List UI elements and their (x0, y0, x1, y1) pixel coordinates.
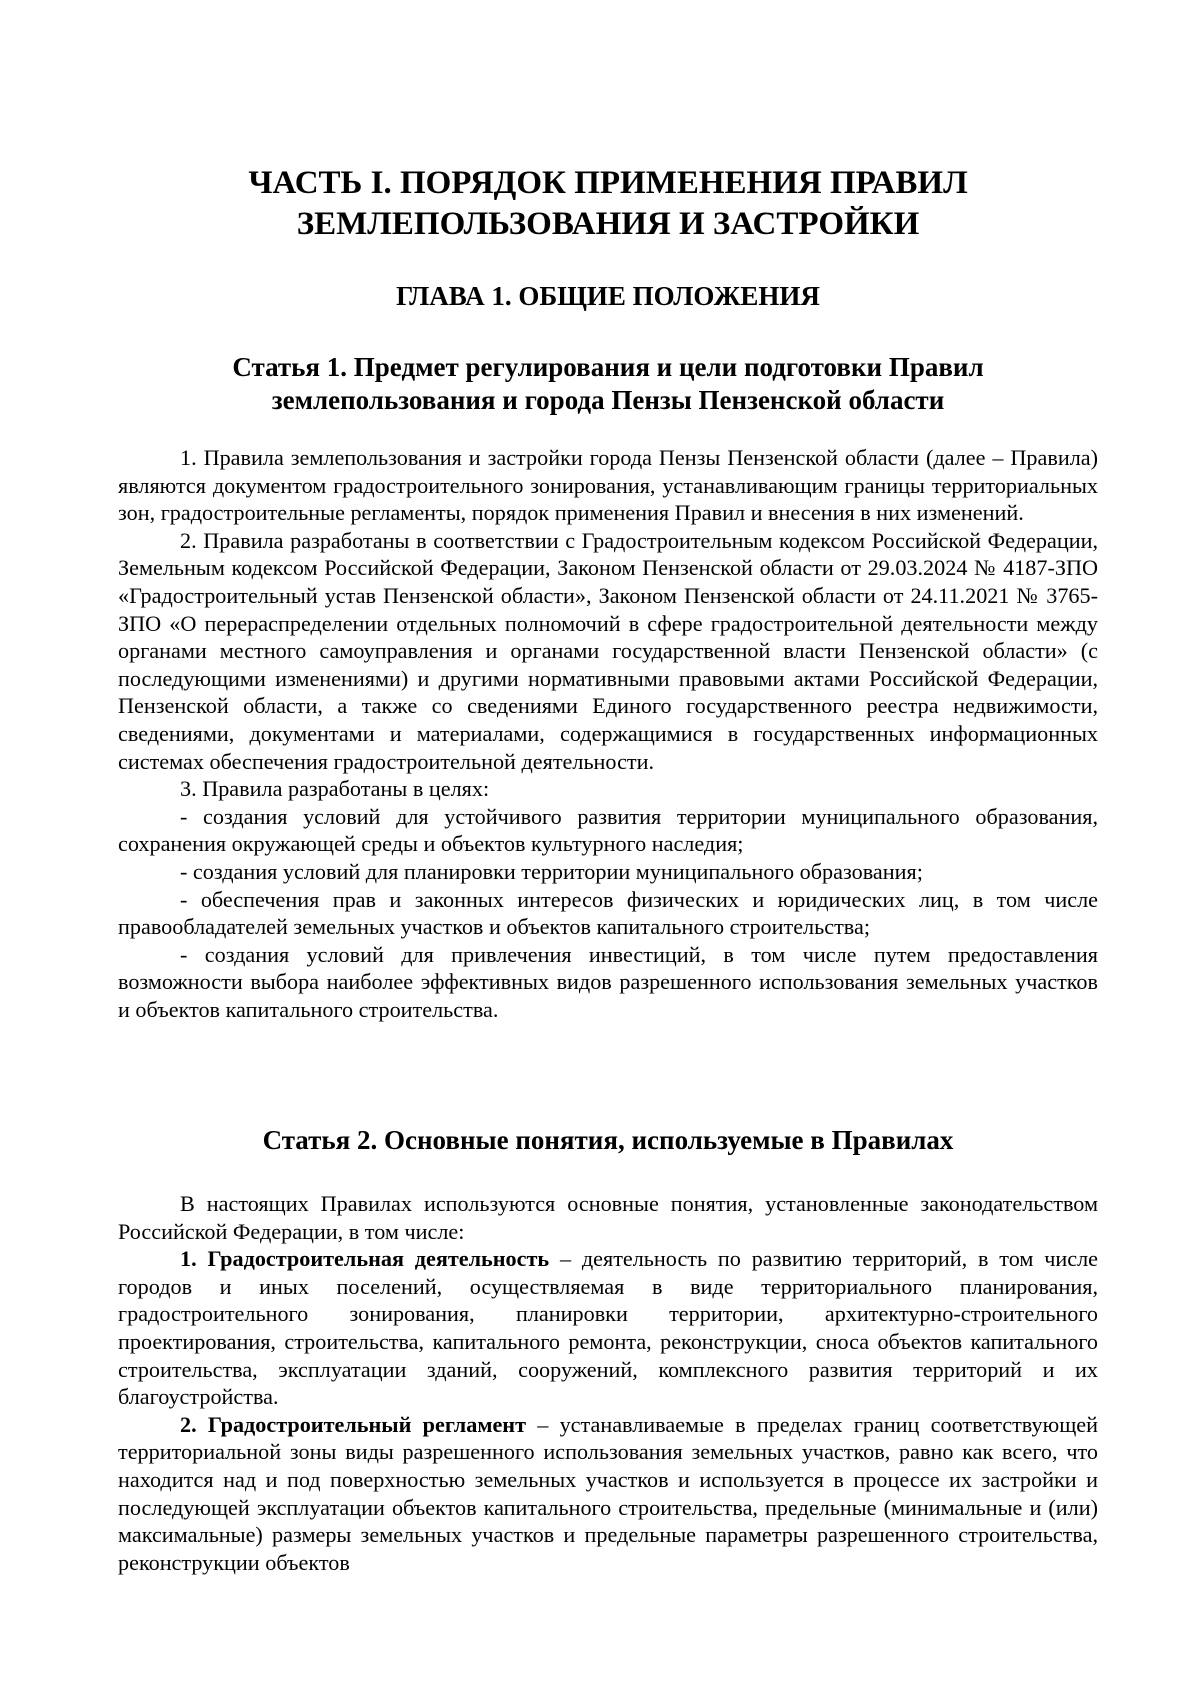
paragraph: 2. Правила разработаны в соответствии с Градостроительным кодексом Российской Федерации, Земельным кодексом Российской Федерации, Законом Пензенской области от 29.03.2024 № 4187-ЗПО «Градостроительный устав Пензенской области», Законом Пензенской области от 24.11.2021 № 3765-ЗПО «О перераспределении отдельных полномочий в сфере градостроительной деятельности между органами местного самоуправления и органами государственной власти Пензенской области» (с последующими изменениями) и другими нормативными правовыми актами Российской Федерации, Пензенской области, а также со сведениями Единого государственного реестра недвижимости, сведениями, документами и материалами, содержащимися в государственных информационных системах обеспечения градостроительной деятельности. (118, 527, 1098, 774)
article-1-body (118, 444, 1098, 1023)
definition-term: 2. Градостроительный регламент (180, 1411, 526, 1437)
paragraph: В настоящих Правилах используются основные понятия, установленные законодательством Российской Федерации, в том числе: (118, 1191, 1098, 1244)
definition-term: 1. Градостроительная деятельность (180, 1246, 550, 1272)
list-item: - создания условий для привлечения инвестиций, в том числе путем предоставления возможности выбора наиболее эффективных видов разрешенного использования земельных участков и объектов капитального строительства. (118, 941, 1098, 1022)
definition (118, 1245, 1098, 1411)
paragraph: 1. Правила землепользования и застройки города Пензы Пензенской области (далее – Правила) являются документом градостроительного зонирования, устанавливающим границы территориальных зон, градостроительные регламенты, порядок применения Правил и внесения в них изменений. (118, 445, 1098, 526)
article-2-title: Статья 2. Основные понятия, используемые в Правилах (262, 1125, 954, 1155)
list-item: - обеспечения прав и законных интересов физических и юридических лиц, в том числе правообладателей земельных участков и объектов капитального строительства; (118, 886, 1098, 940)
definition-text: – устанавливаемые в пределах границ соответствующей территориальной зоны виды разрешенного использования земельных участков, равно как всего, что находится над и под поверхностью земельных участков и используется в процессе их застройки и последующей эксплуатации объектов капитального строительства, предельные (минимальные и (или) максимальные) размеры земельных участков и предельные параметры разрешенного строительства, реконструкции объектов (118, 1411, 1098, 1575)
list-item: - создания условий для устойчивого развития территории муниципального образования, сохранения окружающей среды и объектов культурного наследия; (118, 803, 1098, 857)
list-item: - создания условий для планировки территории муниципального образования; (180, 858, 923, 884)
part-title: ЧАСТЬ I. ПОРЯДОК ПРИМЕНЕНИЯ ПРАВИЛ ЗЕМЛЕПОЛЬЗОВАНИЯ И ЗАСТРОЙКИ (248, 165, 968, 242)
article-1-title: Статья 1. Предмет регулирования и цели подготовки Правил землепользования и города Пензы Пензенской области (232, 352, 984, 415)
definition (118, 1411, 1098, 1577)
article-2-body (118, 1190, 1098, 1576)
paragraph: 3. Правила разработаны в целях: (180, 776, 490, 802)
definition-text: – деятельность по развитию территорий, в том числе городов и иных поселений, осуществляемая в виде территориального планирования, градостроительного зонирования, планировки территории, архитектурно-строительного проектирования, строительства, капитального ремонта, реконструкции, сноса объектов капитального строительства, эксплуатации зданий, сооружений, комплексного развития территорий и их благоустройства. (118, 1246, 1099, 1410)
chapter-title: ГЛАВА 1. ОБЩИЕ ПОЛОЖЕНИЯ (396, 281, 820, 311)
